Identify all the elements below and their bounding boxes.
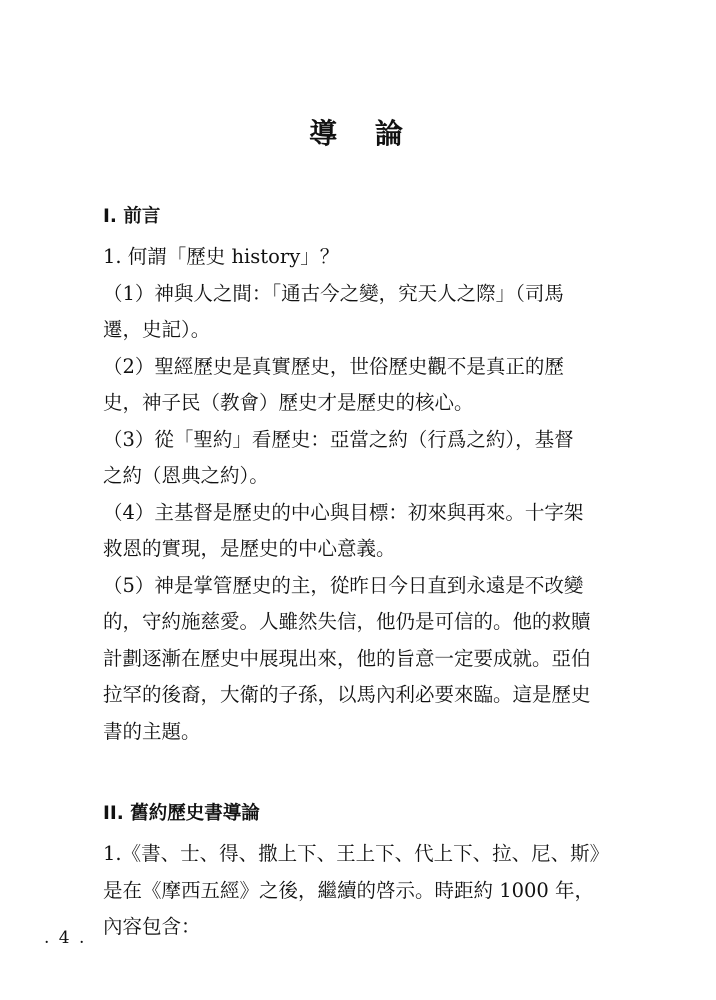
text-line: 遷，史記）。 bbox=[103, 318, 211, 341]
page-title: 導 論 bbox=[309, 117, 417, 150]
text-line: 1. 何謂「歷史 history」？ bbox=[103, 245, 340, 268]
text-line: （4）主基督是歷史的中心與目標：初來與再來。十字架 bbox=[103, 500, 584, 524]
text-line: 內容包含： bbox=[103, 915, 201, 938]
text-line: 計劃逐漸在歷史中展現出來，他的旨意一定要成就。亞伯 bbox=[103, 646, 591, 670]
section-heading-preface: I. 前言 bbox=[103, 206, 161, 227]
text-line: （2）聖經歷史是真實歷史，世俗歷史觀不是真正的歷 bbox=[103, 354, 564, 378]
text-line: 是在《摩西五經》之後，繼續的啓示。時距約 1000 年， bbox=[103, 878, 595, 902]
body-text bbox=[103, 205, 613, 946]
text-line: （3）從「聖約」看歷史：亞當之約（行爲之約），基督 bbox=[103, 427, 574, 451]
text-line: （5）神是掌管歷史的主，從昨日今日直到永遠是不改變 bbox=[103, 573, 584, 597]
text-line: 之約（恩典之約）。 bbox=[103, 464, 269, 487]
text-line: 書的主題。 bbox=[103, 719, 201, 743]
text-line: 史，神子民（教會）歷史才是歷史的核心。 bbox=[103, 391, 474, 414]
text-line: 1.《書、士、得、撒上下、王上下、代上下、拉、尼、斯》 bbox=[103, 842, 610, 865]
page-number: . 4 . bbox=[44, 928, 87, 948]
text-line: 拉罕的後裔，大衛的子孫，以馬內利必要來臨。這是歷史 bbox=[103, 683, 591, 706]
text-line: （1）神與人之間：「通古今之變，究天人之際」（司馬 bbox=[103, 281, 564, 305]
text-line: 的，守約施慈愛。人雖然失信，他仍是可信的。他的救贖 bbox=[103, 610, 591, 633]
section-heading-ot-history-intro: II. 舊約歷史書導論 bbox=[103, 803, 260, 824]
text-line: 救恩的實現，是歷史的中心意義。 bbox=[103, 537, 396, 560]
